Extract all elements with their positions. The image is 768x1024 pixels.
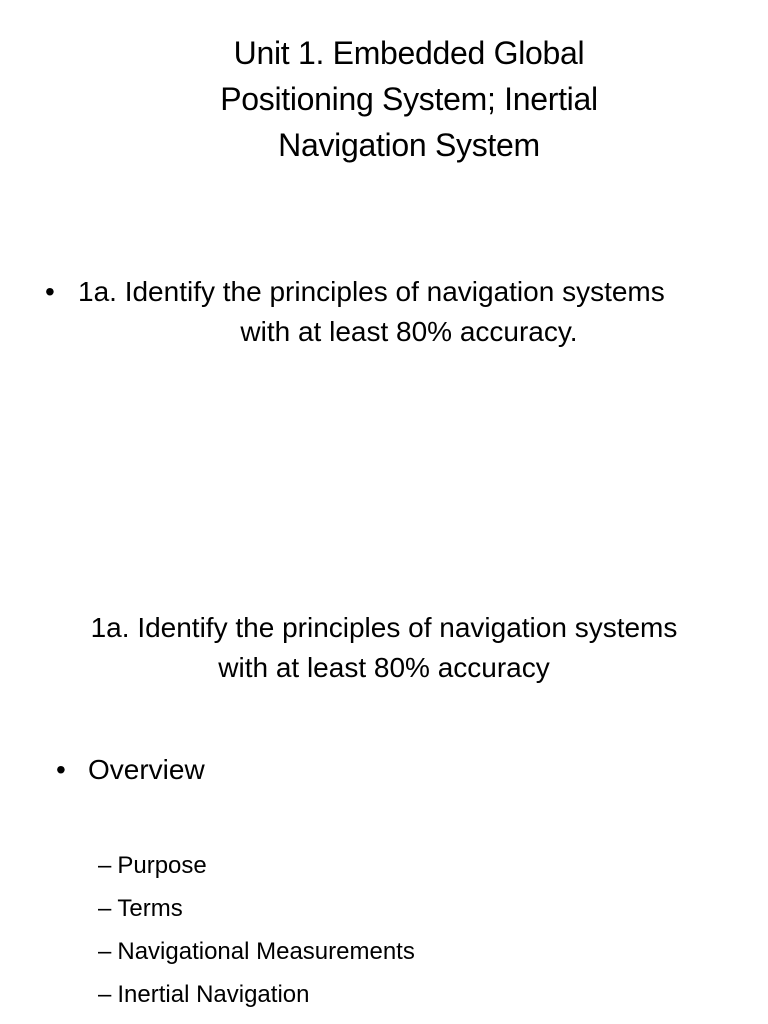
heading-line-1: 1a. Identify the principles of navigation systems — [90, 612, 678, 643]
list-item — [98, 844, 415, 887]
overview-bullet — [56, 750, 205, 790]
list-item — [98, 887, 415, 930]
bullet-icon: • — [56, 754, 66, 785]
dash-icon: – — [98, 981, 112, 1008]
list-item-label: Purpose — [117, 852, 207, 879]
objective-line-2: with at least 80% accuracy. — [240, 316, 578, 347]
overview-label: Overview — [88, 754, 205, 785]
bullet-icon: • — [45, 276, 55, 307]
list-item — [98, 973, 415, 1016]
dash-icon: – — [98, 852, 112, 879]
objective-line-1: 1a. Identify the principles of navigation systems — [78, 276, 665, 307]
list-item-label: Inertial Navigation — [117, 981, 310, 1008]
dash-icon: – — [98, 938, 112, 965]
list-item-label: Terms — [117, 895, 183, 922]
title-line-1: Unit 1. Embedded Global — [233, 35, 585, 71]
slide-title — [184, 30, 634, 168]
title-line-3: Navigation System — [278, 127, 540, 163]
overview-sublist — [98, 844, 415, 1016]
slide-heading — [0, 608, 768, 688]
dash-icon: – — [98, 895, 112, 922]
slide-1 — [0, 0, 768, 480]
list-item — [98, 930, 415, 973]
title-line-2: Positioning System; Inertial — [220, 81, 598, 117]
list-item-label: Navigational Measurements — [117, 938, 415, 965]
heading-line-2: with at least 80% accuracy — [218, 652, 550, 683]
slide-2 — [0, 560, 768, 1024]
objective-bullet — [0, 272, 768, 352]
